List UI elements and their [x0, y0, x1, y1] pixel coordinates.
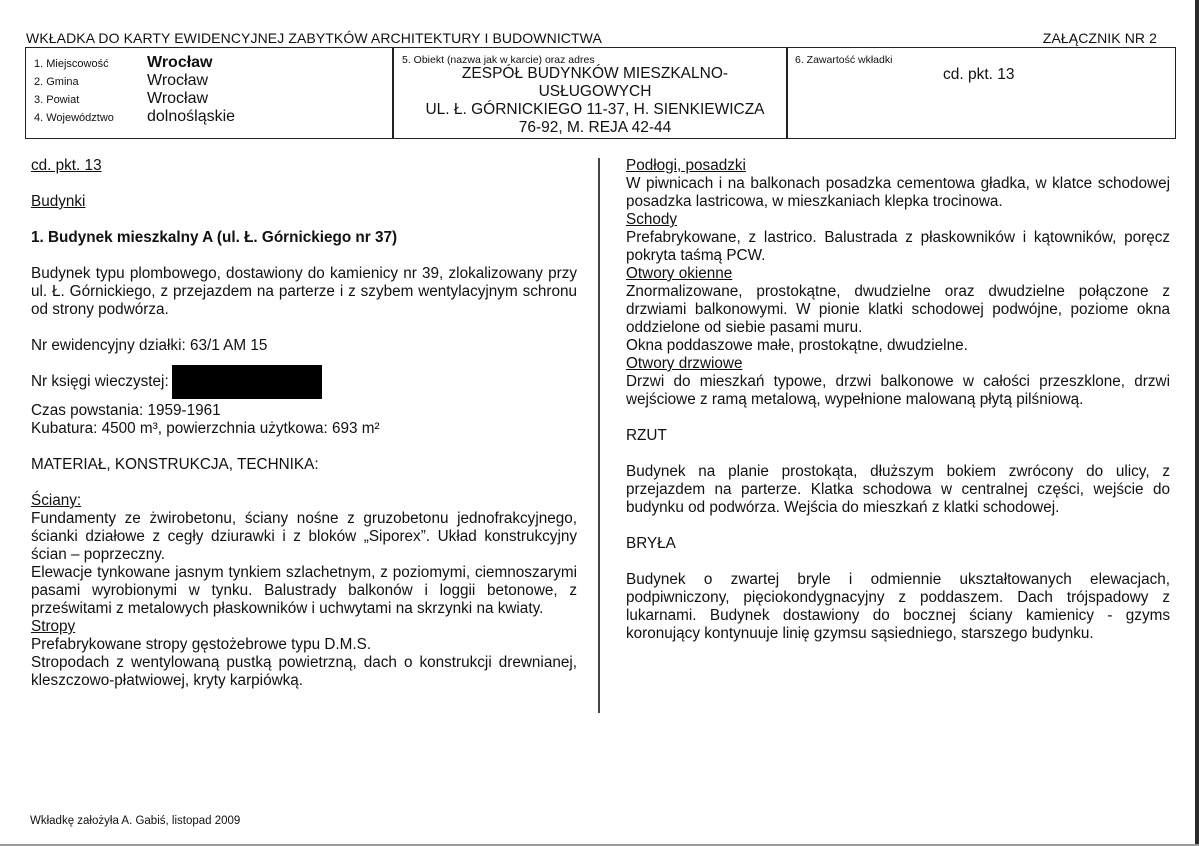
land-register-label: Nr księgi wieczystej:: [31, 373, 169, 391]
plan-text: Budynek na planie prostokąta, dłuższym bokiem zwrócony do ulicy, z przejazdem na parterze. Klatka schodowa w centralnej części, wejście do budynku od podwórza. Wejścia do mieszkań z klatki schodowej.: [626, 463, 1170, 516]
commune-value: Wrocław: [147, 72, 209, 89]
object-line: USŁUGOWYCH: [538, 83, 652, 100]
object-name: [409, 65, 781, 137]
column-divider: [598, 158, 600, 713]
header-divider-2: [786, 48, 788, 138]
section-ref: cd. pkt. 13: [31, 157, 102, 174]
document-title: WKŁADKA DO KARTY EWIDENCYJNEJ ZABYTKÓW ARCHITEKTURY I BUDOWNICTWA: [26, 30, 602, 46]
roof-text: Stropodach z wentylowaną pustką powietrzną, dach o konstrukcji drewnianej, kleszczowo-płatwiowej, kryty karpiówką.: [31, 654, 577, 689]
windows-text: Znormalizowane, prostokątne, dwudzielne oraz dwudzielne połączone z drzwiami balkonowymi. W pionie klatki schodowej podwójne, poziome okna oddzielone od siebie pasami muru.: [626, 283, 1170, 336]
intro-text: Budynek typu plombowego, dostawiony do kamienicy nr 39, zlokalizowany przy ul. Ł. Górnickiego, z przejazdem na parterze i z szybem wentylacyjnym schronu od strony podwórza.: [31, 265, 577, 318]
buildings-heading: Budynki: [31, 193, 86, 210]
plan-heading: RZUT: [626, 427, 667, 444]
ceilings-heading: Stropy: [31, 618, 76, 635]
doors-heading: Otwory drzwiowe: [626, 355, 743, 372]
mass-heading: BRYŁA: [626, 535, 676, 552]
left-column: [31, 157, 577, 690]
object-line: 76-92, M. REJA 42-44: [518, 119, 672, 136]
location-label: 1. Miejscowość: [34, 58, 109, 70]
ceilings-text: Prefabrykowane stropy gęstożebrowe typu D.M.S.: [31, 636, 372, 653]
redaction-block: [172, 365, 322, 399]
building-heading: 1. Budynek mieszkalny A (ul. Ł. Górnickiego nr 37): [31, 229, 398, 246]
walls-heading: Ściany:: [31, 492, 82, 509]
facade-text: Elewacje tynkowane jasnym tynkiem szlachetnym, z poziomymi, ciemnoszarymi pasami wyrobionymi w tynku. Balustrady balkonów i loggii betonowe, z prześwitami z metalowych płaskowników i uchwytami na skrzynki na kwiaty.: [31, 564, 577, 617]
floors-heading: Podłogi, posadzki: [626, 157, 746, 174]
volume-area: Kubatura: 4500 m³, powierzchnia użytkowa: 693 m²: [31, 420, 380, 437]
object-label: 5. Obiekt (nazwa jak w karcie) oraz adres: [402, 54, 595, 66]
content-value: cd. pkt. 13: [943, 66, 1015, 83]
scan-edge-right: [1195, 0, 1199, 846]
stairs-heading: Schody: [626, 211, 678, 228]
material-heading: MATERIAŁ, KONSTRUKCJA, TECHNIKA:: [31, 456, 319, 473]
content-label: 6. Zawartość wkładki: [795, 54, 893, 66]
land-register-row: [31, 365, 577, 399]
parcel-number: Nr ewidencyjny działki: 63/1 AM 15: [31, 337, 268, 354]
header-divider-1: [392, 48, 394, 138]
construction-date: Czas powstania: 1959-1961: [31, 402, 221, 419]
mass-text: Budynek o zwartej bryle i odmiennie ukształtowanych elewacjach, podpiwniczony, pięciokondygnacyjny z poddaszem. Dach trójspadowy z lukarnami. Budynek dostawiony do bocznej ściany kamienicy - gzyms koronujący kontynuuje linię gzymsu sąsiedniego, starszego budynku.: [626, 571, 1170, 642]
object-line: UL. Ł. GÓRNICKIEGO 11-37, H. SIENKIEWICZA: [425, 101, 765, 118]
object-line: ZESPÓŁ BUDYNKÓW MIESZKALNO-: [461, 65, 729, 82]
windows-heading: Otwory okienne: [626, 265, 733, 282]
walls-text: Fundamenty ze żwirobetonu, ściany nośne z gruzobetonu jednofrakcyjnego, ścianki działowe z cegły dziurawki i z bloków „Siporex”. Układ konstrukcyjny ścian – poprzeczny.: [31, 510, 577, 563]
attic-windows-text: Okna poddaszowe małe, prostokątne, dwudzielne.: [626, 337, 968, 354]
voivodeship-label: 4. Województwo: [34, 112, 114, 124]
district-value: Wrocław: [147, 90, 209, 107]
right-column: [626, 157, 1170, 643]
stairs-text: Prefabrykowane, z lastrico. Balustrada z płaskowników i kątowników, poręcz pokryta taśmą PCW.: [626, 229, 1170, 264]
attachment-label: ZAŁĄCZNIK NR 2: [1042, 30, 1157, 46]
floors-text: W piwnicach i na balkonach posadzka cementowa gładka, w klatce schodowej posadzka lastricowa, w mieszkaniach klepka trocinowa.: [626, 175, 1170, 210]
location-value: Wrocław: [147, 54, 213, 71]
commune-label: 2. Gmina: [34, 76, 79, 88]
district-label: 3. Powiat: [34, 94, 80, 106]
header-table: [25, 47, 1176, 139]
voivodeship-value: dolnośląskie: [147, 108, 236, 125]
doors-text: Drzwi do mieszkań typowe, drzwi balkonowe w całości przeszklone, drzwi wejściowe z ramą metalową, wypełnione malowaną płytą pilśniową.: [626, 373, 1170, 408]
footer-note: Wkładkę założyła A. Gabiś, listopad 2009: [30, 815, 241, 827]
